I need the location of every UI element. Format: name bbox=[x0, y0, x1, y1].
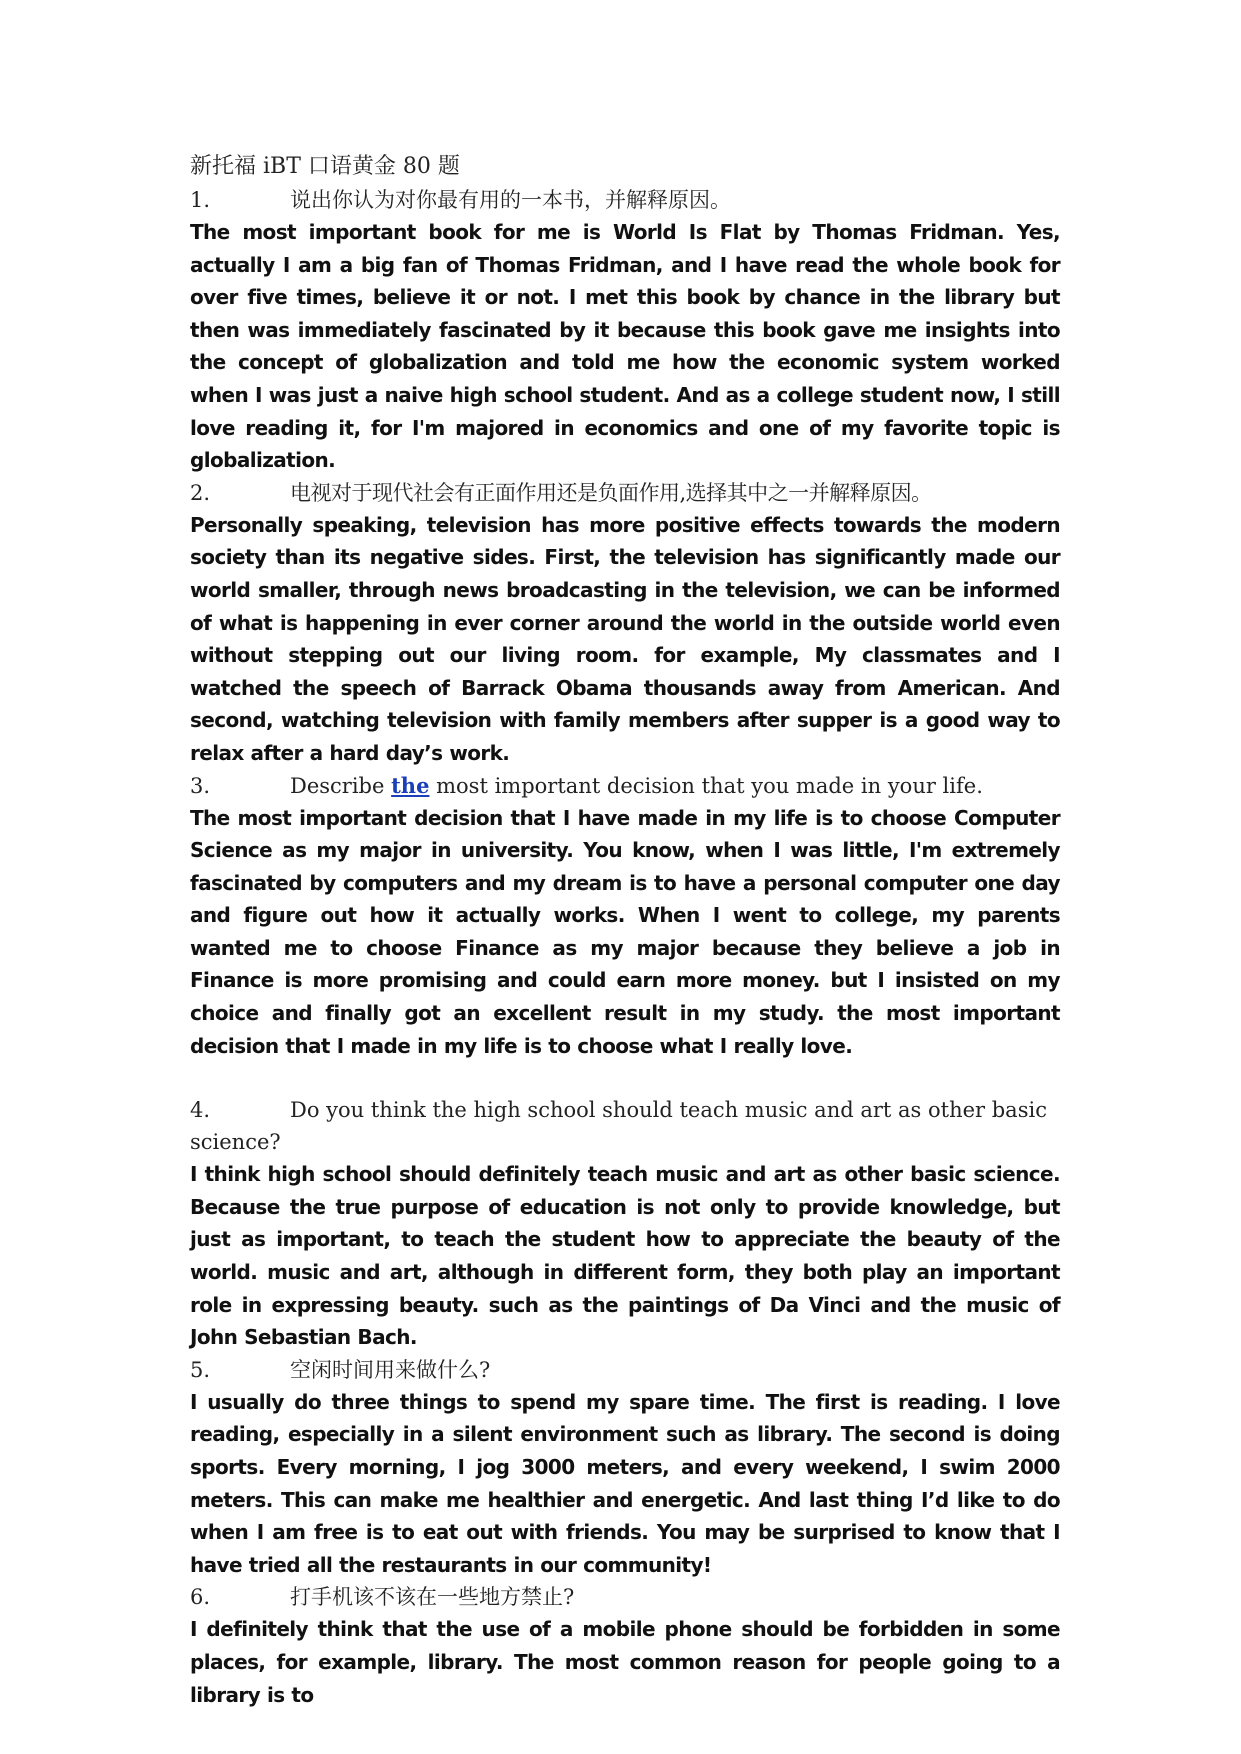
answer-6: I definitely think that the use of a mobile phone should be forbidden in some places, for example, library. The most common reason for people going to a library is to bbox=[190, 1617, 1060, 1707]
question-text: 打手机该不该在一些地方禁止? bbox=[290, 1585, 575, 1610]
answer-3: The most important decision that I have made in my life is to choose Computer Science as my major in university. You know, when I was little, I'm extremely fascinated by computers and my dream is to have a personal computer one day and figure out how it actually works. When I went to college, my parents wanted me to choose Finance as my major because they believe a job in Finance is more promising and could earn more money. but I insisted on my choice and finally got an excellent result in my study. the most important decision that I made in my life is to choose what I really love. bbox=[190, 805, 1060, 1058]
question-5 bbox=[190, 1354, 1060, 1386]
question-number: 4. bbox=[190, 1098, 211, 1123]
question-text: 空闲时间用来做什么? bbox=[290, 1357, 491, 1382]
question-text: Do you think the high school should teach music and art as other basic science? bbox=[190, 1098, 1047, 1155]
question-number: 1. bbox=[190, 188, 211, 212]
answer-2: Personally speaking, television has more positive effects towards the modern society than its negative sides. First, the television has significantly made our world smaller, through news broadcasting in the television, we can be informed of what is happening in ever corner around the world in the outside world even without stepping out our living room. for example, My classmates and I watched the speech of Barrack Obama thousands away from American. And second, watching television with family members after supper is a good way to relax after a hard day’s work. bbox=[190, 512, 1060, 765]
question-1 bbox=[190, 184, 1060, 216]
question-4 bbox=[190, 1094, 1060, 1158]
answer-1: The most important book for me is World Is Flat by Thomas Fridman. Yes, actually I am a big fan of Thomas Fridman, and I have read the whole book for over five times, believe it or not. I met this book by chance in the library but then was immediately fascinated by it because this book gave me insights into the concept of globalization and told me how the economic system worked when I was just a naive high school student. And as a college student now, I still love reading it, for I'm majored in economics and one of my favorite topic is globalization. bbox=[190, 220, 1060, 473]
question-link-the[interactable]: the bbox=[391, 772, 430, 798]
question-text-part: Describe bbox=[290, 773, 392, 798]
answer-5: I usually do three things to spend my spare time. The first is reading. I love reading, especially in a silent environment such as library. The second is doing sports. Every morning, I jog 3000 meters, and every weekend, I swim 2000 meters. This can make me healthier and energetic. And last thing I’d like to do when I am free is to eat out with friends. You may be surprised to know that I have tried all the restaurants in our community! bbox=[190, 1389, 1060, 1577]
question-number: 3. bbox=[190, 773, 211, 798]
question-number: 5. bbox=[190, 1357, 211, 1382]
question-text bbox=[290, 770, 1060, 802]
question-number: 2. bbox=[190, 480, 211, 505]
question-number: 6. bbox=[190, 1585, 211, 1610]
question-text-part: most important decision that you made in your life. bbox=[429, 773, 983, 798]
question-text: 说出你认为对你最有用的一本书，并解释原因。 bbox=[290, 188, 731, 212]
blank-line bbox=[190, 1062, 1060, 1094]
answer-4: I think high school should definitely teach music and art as other basic science. Because the true purpose of education is not only to provide knowledge, but just as important, to teach the student how to appreciate the beauty of the world. music and art, although in different form, they both play an important role in expressing beauty. such as the paintings of Da Vinci and the music of John Sebastian Bach. bbox=[190, 1162, 1060, 1350]
question-text: 电视对于现代社会有正面作用还是负面作用,选择其中之一并解释原因。 bbox=[290, 480, 932, 505]
question-2 bbox=[190, 477, 1060, 509]
question-6 bbox=[190, 1581, 1060, 1613]
question-3 bbox=[190, 770, 1060, 802]
document-title: 新托福 iBT 口语黄金 80 题 bbox=[190, 154, 460, 179]
document-content bbox=[190, 150, 1060, 1711]
